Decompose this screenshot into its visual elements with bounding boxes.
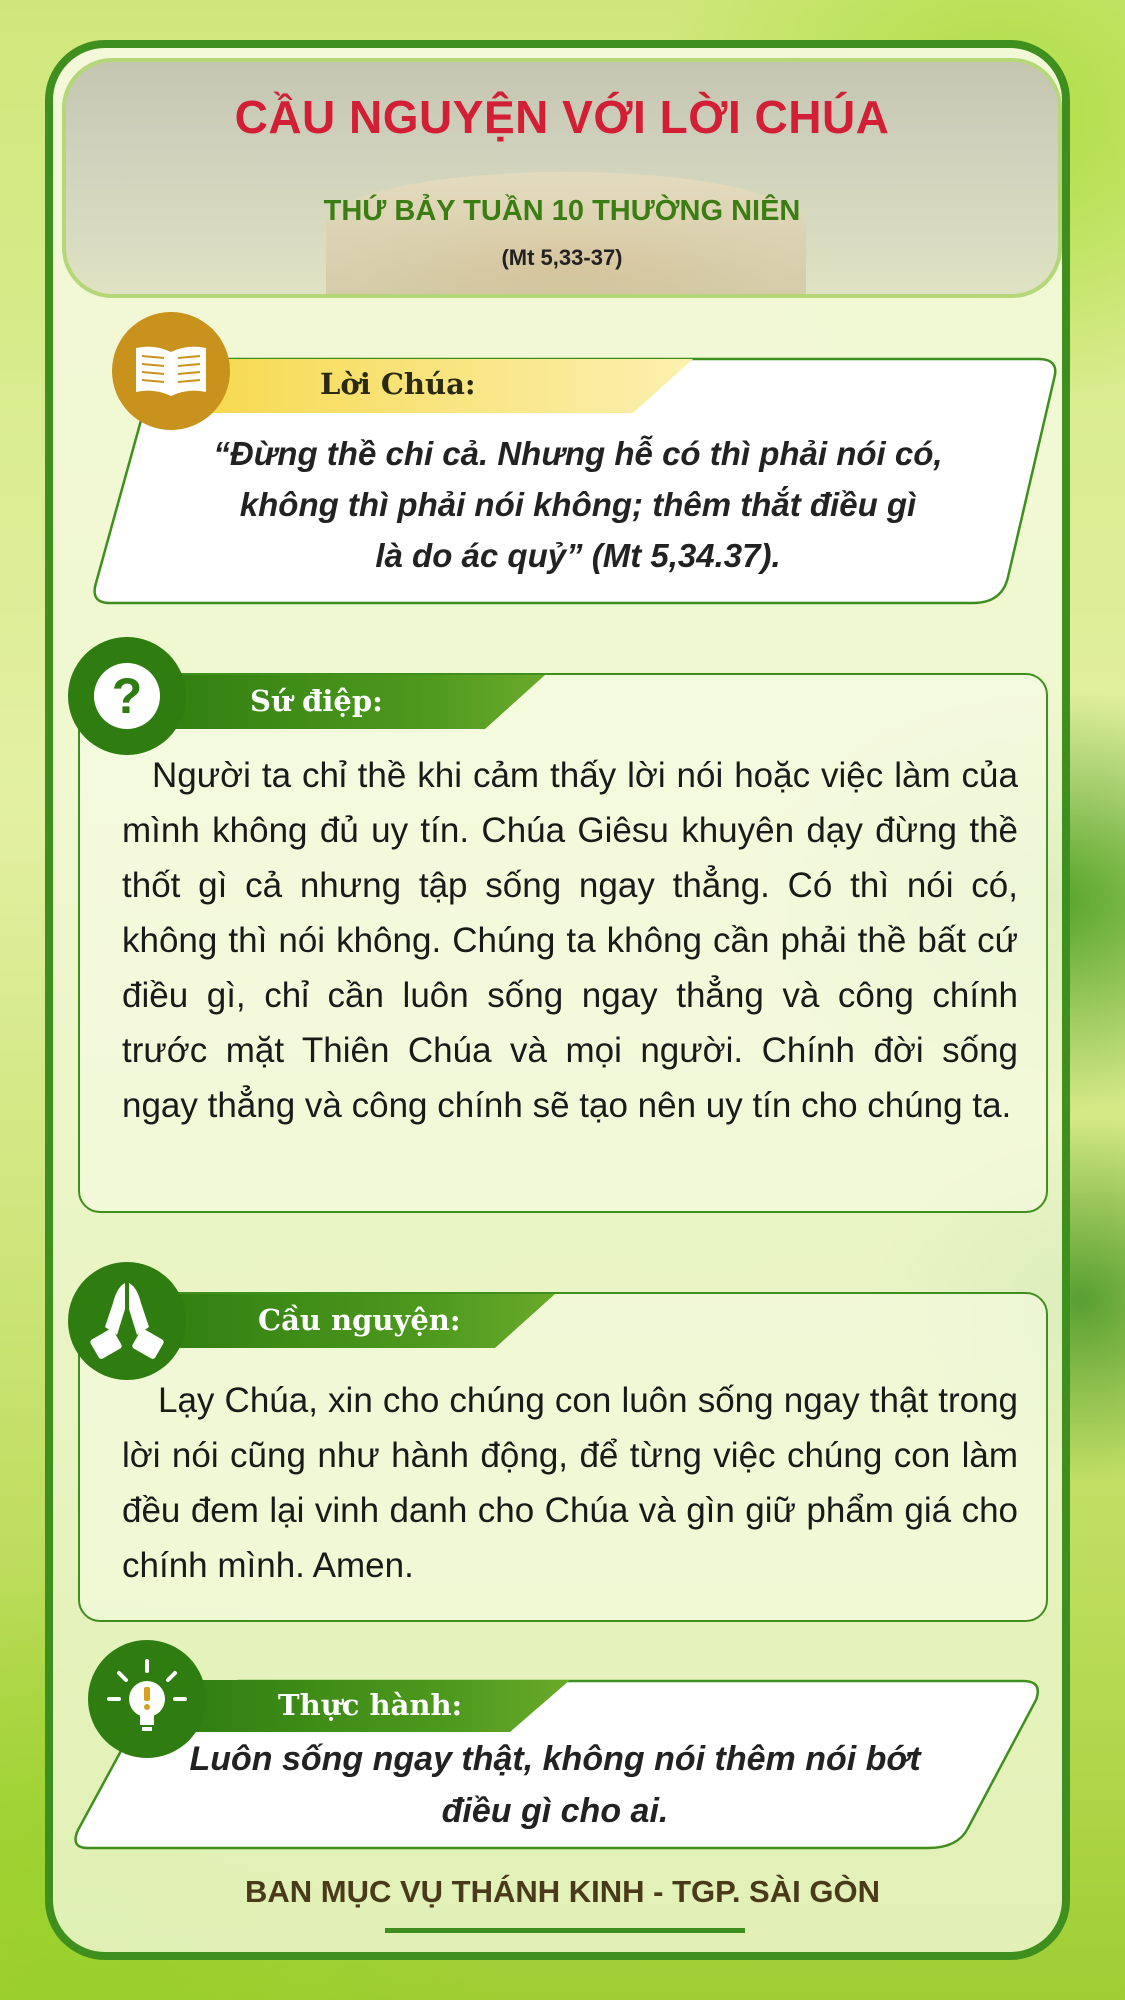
loi-chua-section [88,355,1060,610]
footer-underline [385,1928,745,1933]
quote-line: “Đừng thề chi cả. Nhưng hễ có thì phải nói có, [213,435,943,472]
page-subtitle: THỨ BẢY TUẦN 10 THƯỜNG NIÊN [323,195,801,227]
page-title: CẦU NGUYỆN VỚI LỜI CHÚA [234,91,890,143]
su-diep-text: Người ta chỉ thề khi cảm thấy lời nói hoặc việc làm của mình không đủ uy tín. Chúa Giêsu khuyên dạy đừng thề thốt gì cả nhưng tập sống ngay thẳng. Có thì nói có, không thì nói không. Chúng ta không cần phải thề bất cứ điều gì, chỉ cần luôn sống ngay thẳng và công chính trước mặt Thiên Chúa và mọi người. Chính đời sống ngay thẳng và công chính sẽ tạo nên uy tín cho chúng ta. [122,756,1018,1125]
thuc-hanh-line: Luôn sống ngay thật, không nói thêm nói bớt [189,1740,921,1778]
quote-line: không thì phải nói không; thêm thắt điều gì [239,486,917,523]
thuc-hanh-text [110,1733,1000,1837]
su-diep-label: Sứ điệp: [250,684,383,718]
header-banner [62,58,1062,298]
cau-nguyen-text: Lạy Chúa, xin cho chúng con luôn sống ngay thật trong lời nói cũng như hành động, để từng việc chúng con làm đều đem lại vinh danh cho Chúa và gìn giữ phẩm giá cho chính mình. Amen. [122,1381,1018,1585]
footer-credit: BAN MỤC VỤ THÁNH KINH - TGP. SÀI GÒN [245,1874,880,1909]
bible-background-image [326,172,806,298]
cau-nguyen-label: Cầu nguyện: [258,1303,461,1337]
quote-line: là do ác quỷ” (Mt 5,34.37). [375,537,781,574]
open-book-icon [112,312,230,430]
loi-chua-quote [128,428,1028,581]
praying-hands-icon [68,1262,186,1380]
scripture-reference: (Mt 5,33-37) [501,245,623,270]
thuc-hanh-label: Thực hành: [278,1688,463,1722]
question-mark-icon: ? [68,637,186,755]
loi-chua-label: Lời Chúa: [320,367,476,401]
thuc-hanh-line: điều gì cho ai. [441,1792,669,1830]
